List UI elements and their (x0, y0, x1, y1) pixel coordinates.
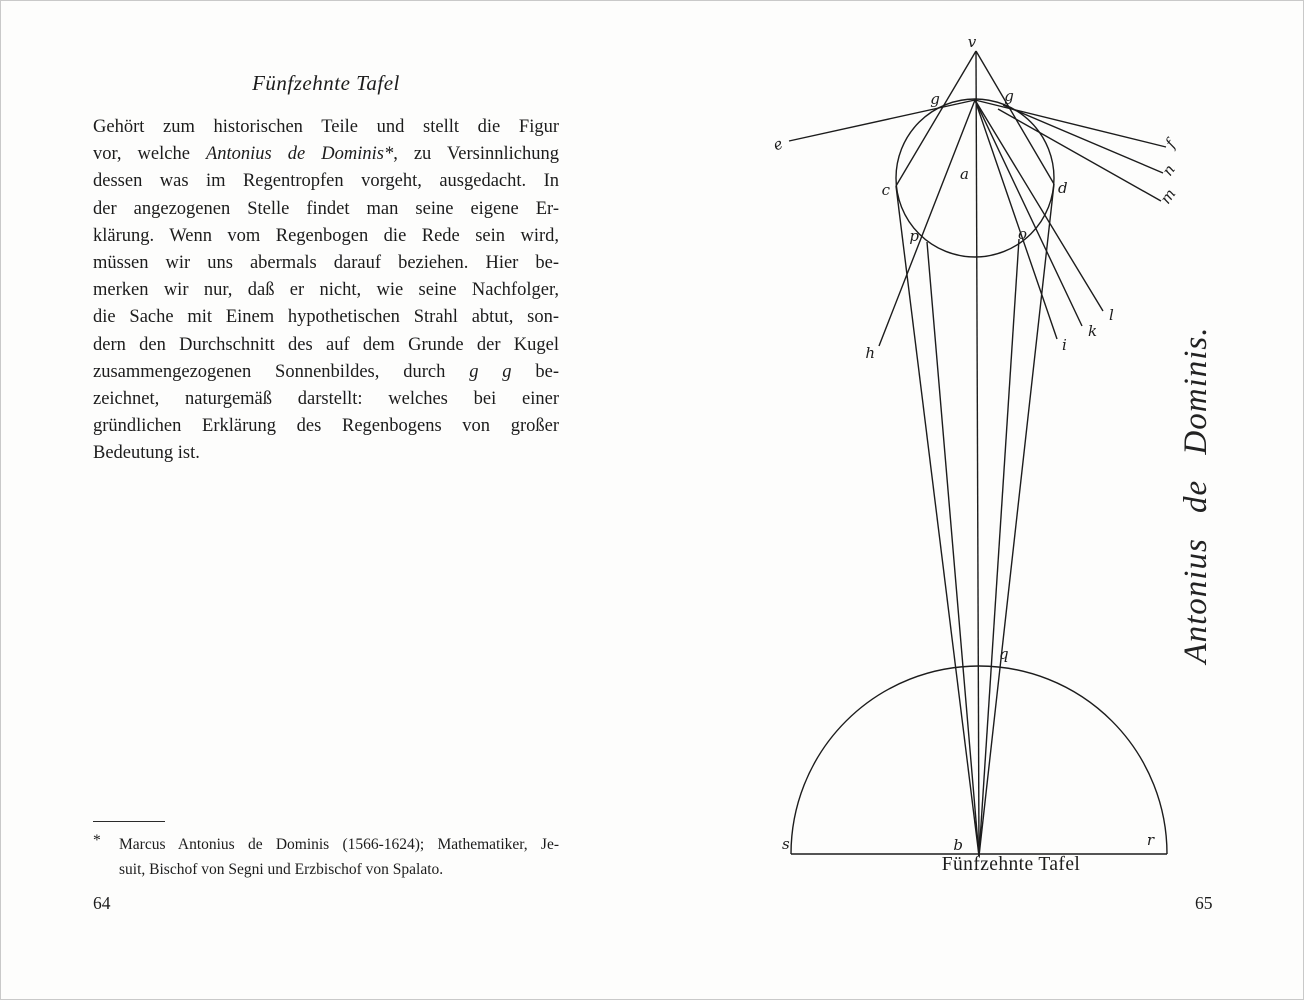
ray-f (975, 100, 1166, 147)
diagram-label-v: v (967, 33, 977, 51)
gg-italic: g g (469, 361, 512, 382)
diagram-label-q: q (999, 645, 1009, 663)
ray-k (975, 100, 1082, 326)
footnote-marker: * (93, 832, 101, 849)
diagram-label-g-right: g (1004, 87, 1014, 105)
figure-caption: Fünfzehnte Tafel (941, 854, 1081, 875)
plate-heading: Fünfzehnte Tafel (252, 71, 400, 95)
raindrop-circle (896, 99, 1054, 257)
axis-line (976, 51, 979, 856)
author-name-italic: Antonius de Dominis* (205, 144, 394, 165)
diagram-label-m: m (1156, 185, 1180, 208)
paragraph-line: dern den Durchschnitt des auf dem Grunde der Kugel (93, 334, 559, 355)
dominis-signature: Antonius de Dominis. (1178, 326, 1214, 664)
footnote (93, 832, 559, 882)
paragraph-line (93, 359, 559, 386)
diagram-label-n: n (1158, 161, 1179, 180)
paragraph-line: müssen wir uns abermals darauf beziehen. Hier be- (93, 252, 559, 273)
diagram-label-b: b (953, 836, 963, 854)
paragraph-line: gründlichen Erklärung des Regenbogens von großer (93, 416, 559, 437)
page-number-right: 65 (1195, 893, 1213, 913)
paragraph-line: Bedeutung ist. (93, 443, 200, 464)
diagram-label-k: k (1088, 322, 1098, 340)
footnote-line: Marcus Antonius de Dominis (1566-1624); Mathematiker, Je- (119, 836, 559, 853)
diagram-label-l: l (1109, 306, 1114, 324)
paragraph-line: klärung. Wenn vom Regenbogen die Rede sein wird, (93, 225, 559, 246)
ray-v-d (976, 51, 1054, 184)
paragraph-line: der angezogenen Stelle findet man seine eigene Er- (93, 198, 559, 219)
diagram-label-o: o (1017, 225, 1027, 243)
diagram-label-g-left: g (930, 90, 940, 108)
diagram-label-d: d (1058, 179, 1068, 197)
ray-m (998, 109, 1161, 201)
ray-h (879, 100, 975, 346)
diagram-label-a: a (960, 165, 969, 183)
body-paragraph (93, 114, 559, 467)
line2-post: , zu Versinnlichung (393, 144, 559, 165)
footnote-rule (93, 821, 165, 822)
paragraph-line: die Sache mit Einem hypothetischen Strahl abtut, son- (93, 307, 559, 328)
footnote-line: suit, Bischof von Segni und Erzbischof von Spalato. (119, 861, 444, 878)
ray-c-b (896, 186, 979, 856)
line2-pre: vor, welche (93, 144, 206, 165)
paragraph-line: merken wir nur, daß er nicht, wie seine Nachfolger, (93, 280, 559, 301)
dominis-diagram (701, 31, 1221, 881)
page-number-left: 64 (93, 893, 111, 913)
diagram-label-e: e (770, 134, 786, 155)
paragraph-line: zeichnet, naturgemäß darstellt: welches bei einer (93, 388, 559, 409)
diagram-label-c: c (881, 181, 890, 199)
diagram-label-f: f (1161, 136, 1180, 152)
paragraph-line: dessen was im Regentropfen vorgeht, ausgedacht. In (93, 171, 559, 192)
diagram-label-h: h (865, 344, 875, 362)
ray-e (789, 100, 975, 141)
line10-post: be- (511, 361, 559, 382)
paragraph-line (93, 141, 559, 168)
line10-pre: zusammengezogenen Sonnenbildes, durch (93, 361, 470, 382)
ray-p-b (927, 242, 979, 856)
diagram-label-r: r (1146, 831, 1154, 849)
diagram-label-p: p (909, 227, 919, 245)
paragraph-line: Gehört zum historischen Teile und stellt die Figur (93, 117, 559, 137)
diagram-label-i: i (1062, 336, 1067, 354)
diagram-label-s: s (782, 835, 790, 853)
